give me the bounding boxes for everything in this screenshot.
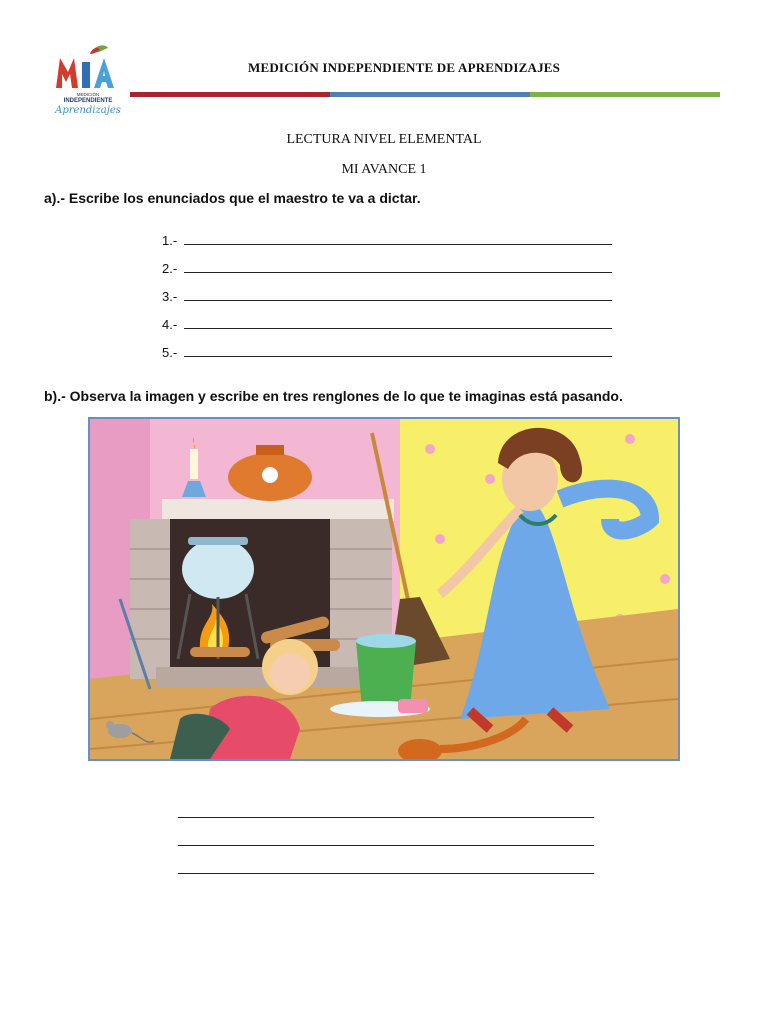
logo-line2: INDEPENDIENTE — [63, 98, 113, 104]
header-bar-blue — [330, 92, 530, 97]
answer-line[interactable] — [184, 286, 612, 301]
mia-logo — [52, 44, 124, 118]
dictation-number: 3.- — [162, 289, 178, 304]
logo-line1: MEDICIÓN — [76, 92, 100, 97]
answer-line[interactable] — [184, 342, 612, 357]
progress-title: MI AVANCE 1 — [341, 162, 427, 177]
question-a: a).- Escribe los enunciados que el maestro te va a dictar. — [44, 190, 421, 206]
header-divider — [130, 92, 720, 97]
dictation-row[interactable] — [162, 304, 612, 332]
reading-level-title: LECTURA NIVEL ELEMENTAL — [286, 132, 482, 147]
logo-line3: Aprendizajes — [55, 105, 121, 116]
dictation-number: 2.- — [162, 261, 178, 276]
answer-line[interactable] — [178, 834, 594, 846]
dictation-row[interactable] — [162, 248, 612, 276]
answer-lines-b — [178, 806, 594, 890]
dictation-number: 5.- — [162, 345, 178, 360]
dictation-row[interactable] — [162, 276, 612, 304]
kitchen-scene-image — [90, 419, 678, 759]
dictation-number: 1.- — [162, 233, 178, 248]
dictation-lines — [162, 220, 612, 360]
header-title: MEDICIÓN INDEPENDIENTE DE APRENDIZAJES — [248, 60, 561, 75]
dictation-number: 4.- — [162, 317, 178, 332]
header-bar-red — [130, 92, 330, 97]
answer-line[interactable] — [184, 258, 612, 273]
dictation-row[interactable] — [162, 332, 612, 360]
header-bar-green — [530, 92, 720, 97]
answer-line[interactable] — [184, 230, 612, 245]
dictation-row[interactable] — [162, 220, 612, 248]
question-b: b).- Observa la imagen y escribe en tres renglones de lo que te imaginas está pasando. — [44, 388, 623, 404]
answer-line[interactable] — [178, 862, 594, 874]
answer-line[interactable] — [184, 314, 612, 329]
answer-line[interactable] — [178, 806, 594, 818]
story-illustration — [88, 417, 680, 761]
